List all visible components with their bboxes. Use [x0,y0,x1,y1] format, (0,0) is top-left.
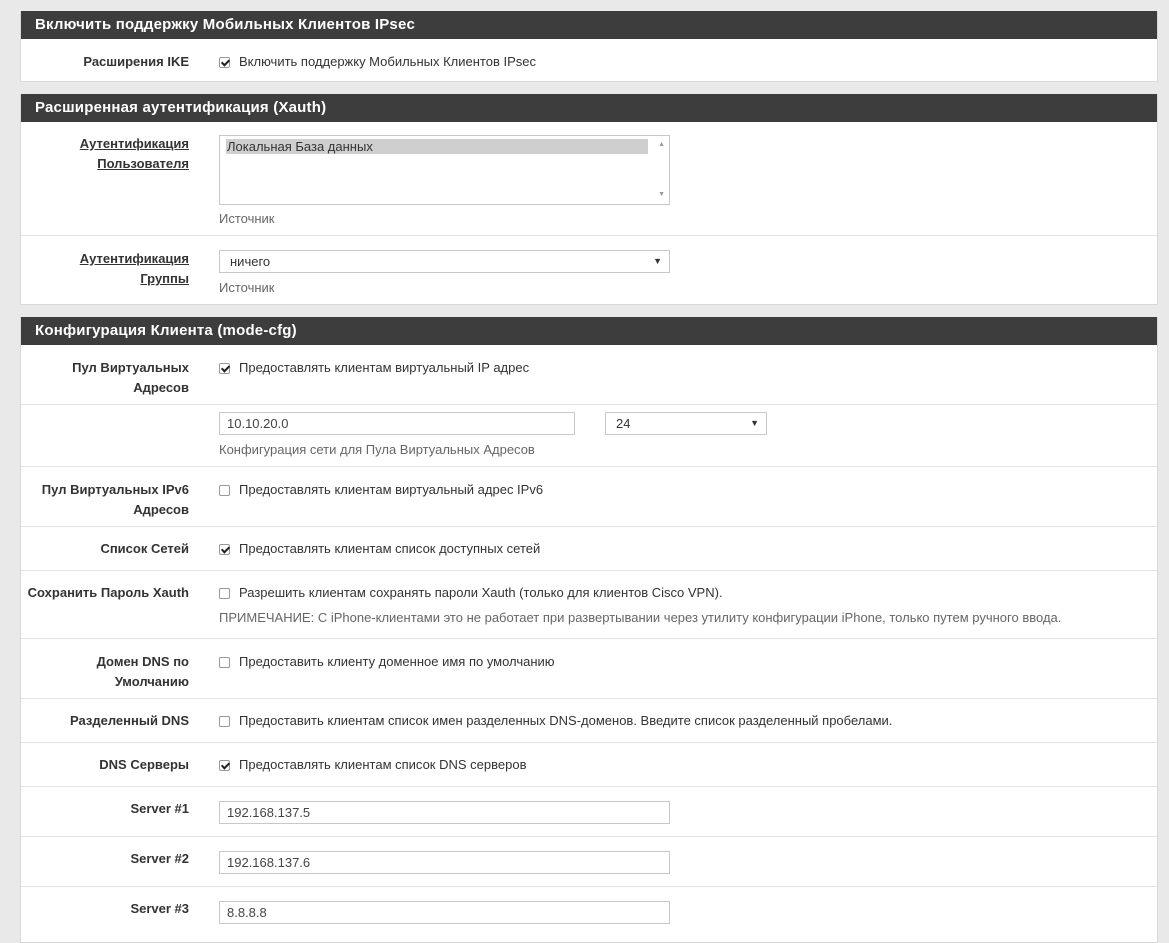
network-list-checkbox-text[interactable]: Предоставлять клиентам список доступных сетей [239,541,541,556]
save-xauth-password-note: ПРИМЕЧАНИЕ: С iPhone-клиентами это не работает при развертывании через утилиту конфигурации iPhone, только путем ручного ввода. [219,610,1062,625]
dns-server-2-input[interactable]: 192.168.137.6 [219,851,670,874]
virtual-pool-help: Конфигурация сети для Пула Виртуальных Адресов [219,442,535,457]
group-auth-select-value: ничего [230,254,271,269]
split-dns-checkbox[interactable] [219,716,230,727]
user-auth-help: Источник [219,211,275,226]
default-domain-label [21,652,189,692]
save-xauth-password-checkbox[interactable] [219,588,230,599]
group-auth-help: Источник [219,280,275,295]
dns-servers-checkbox-text[interactable]: Предоставлять клиентам список DNS серверов [239,757,527,772]
mobile-clients-panel [20,11,1158,82]
default-domain-checkbox-text[interactable]: Предоставить клиенту доменное имя по умолчанию [239,654,555,669]
network-list-checkbox[interactable] [219,544,230,555]
scroll-up-icon[interactable]: ▲ [658,141,665,148]
dns-server-3-input[interactable]: 8.8.8.8 [219,901,670,924]
virtual-pool-network-row [21,404,1157,466]
virtual-pool6-checkbox-text[interactable]: Предоставлять клиентам виртуальный адрес IPv6 [239,482,544,497]
dns-server-1-input[interactable]: 192.168.137.5 [219,801,670,824]
panel-heading: Расширенная аутентификация (Xauth) [21,94,1157,122]
user-auth-label-line2: Пользователя [97,156,189,171]
user-auth-label-line1: Аутентификация [79,136,189,151]
ike-extensions-row [21,39,1157,81]
dns-server-1-label: Server #1 [130,801,189,816]
dns-server-2-label: Server #2 [130,851,189,866]
user-auth-row [21,122,1157,235]
default-domain-checkbox[interactable] [219,657,230,668]
split-dns-checkbox-text[interactable]: Предоставить клиентам список имен разделенных DNS-доменов. Введите список разделенный пробелами. [239,713,893,728]
dns-servers-row [21,742,1157,786]
dns-server-1-row [21,786,1157,836]
virtual-pool-network-input[interactable]: 10.10.20.0 [219,412,575,435]
network-list-row [21,526,1157,570]
virtual-pool-label-line2: Адресов [133,380,189,395]
save-xauth-password-label: Сохранить Пароль Xauth [27,585,189,600]
dns-servers-checkbox[interactable] [219,760,230,771]
group-auth-select[interactable] [219,250,670,273]
panel-heading: Конфигурация Клиента (mode-cfg) [21,317,1157,345]
virtual-pool6-label [21,480,189,520]
ike-extensions-label: Расширения IKE [83,54,189,69]
chevron-down-icon: ▼ [750,418,759,428]
default-domain-label-line1: Домен DNS по [96,654,189,669]
panel-heading: Включить поддержку Мобильных Клиентов IPsec [21,11,1157,39]
dns-servers-label: DNS Серверы [99,757,189,772]
save-xauth-password-checkbox-text[interactable]: Разрешить клиентам сохранять пароли Xauth (только для клиентов Cisco VPN). [239,585,723,600]
virtual-pool6-checkbox[interactable] [219,485,230,496]
dns-server-3-row [21,886,1157,936]
default-domain-label-line2: Умолчанию [114,674,189,689]
user-auth-option[interactable]: Локальная База данных [226,139,648,154]
user-auth-label [21,134,189,174]
xauth-panel [20,94,1158,305]
virtual-pool-mask-select[interactable] [605,412,767,435]
ike-extensions-checkbox[interactable] [219,57,230,68]
dns-server-2-row [21,836,1157,886]
group-auth-label [21,249,189,289]
default-domain-row [21,638,1157,698]
split-dns-row [21,698,1157,742]
virtual-pool-row [21,345,1157,404]
virtual-pool6-label-line1: Пул Виртуальных IPv6 [41,482,189,497]
split-dns-label: Разделенный DNS [69,713,189,728]
virtual-pool-checkbox[interactable] [219,363,230,374]
save-xauth-password-row [21,570,1157,638]
virtual-pool-label-line1: Пул Виртуальных [72,360,189,375]
virtual-pool-mask-value: 24 [616,416,631,431]
group-auth-label-line1: Аутентификация [79,251,189,266]
virtual-pool-label [21,358,189,398]
client-config-panel [20,317,1158,943]
group-auth-row [21,235,1157,304]
virtual-pool6-row [21,466,1157,526]
dns-server-3-label: Server #3 [130,901,189,916]
network-list-label: Список Сетей [100,541,189,556]
user-auth-listbox[interactable] [219,135,670,205]
chevron-down-icon: ▼ [653,256,662,266]
ike-extensions-checkbox-text[interactable]: Включить поддержку Мобильных Клиентов IPsec [239,54,536,69]
group-auth-label-line2: Группы [140,271,189,286]
virtual-pool6-label-line2: Адресов [133,502,189,517]
scroll-down-icon[interactable]: ▼ [658,191,665,198]
virtual-pool-checkbox-text[interactable]: Предоставлять клиентам виртуальный IP адрес [239,360,530,375]
